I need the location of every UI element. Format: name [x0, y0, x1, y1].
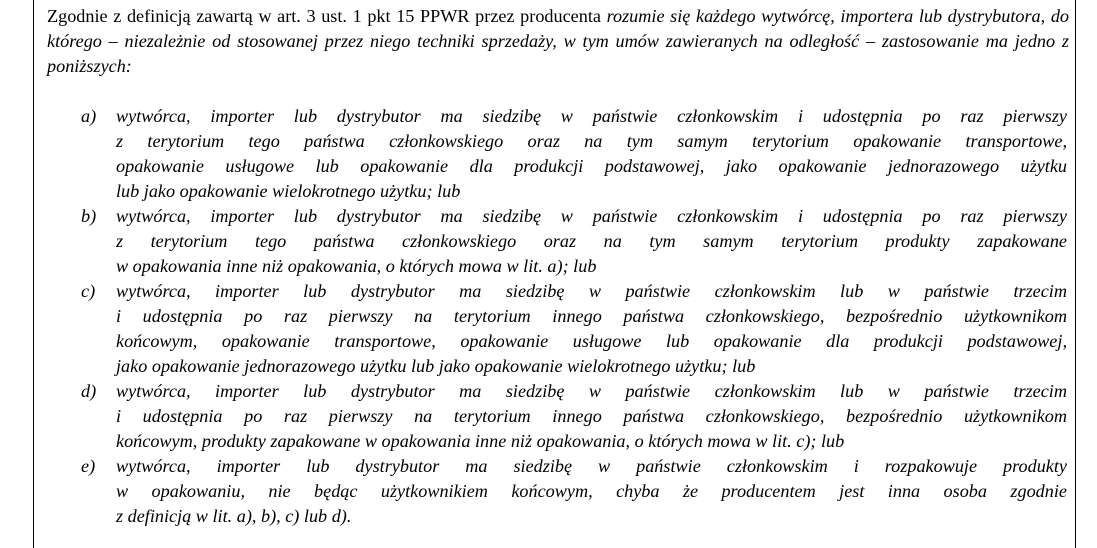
text-line: z definicją w lit. a), b), c) lub d). — [116, 506, 352, 526]
text-line: wytwórca, importer lub dystrybutor ma siedzibę w państwie członkowskim i udostępnia po raz pierwszy — [116, 206, 1067, 226]
text-line: końcowym, produkty zapakowane w opakowania inne niż opakowania, o których mowa w lit. c); lub — [116, 431, 845, 451]
text-line: i udostępnia po raz pierwszy na terytorium innego państwa członkowskiego, bezpośrednio użytkownikom — [116, 406, 1067, 426]
list-item — [0, 379, 1097, 454]
text-line: w opakowaniu, nie będąc użytkownikiem końcowym, chyba że producentem jest inna osoba zgodnie — [116, 481, 1067, 501]
list-marker: a) — [81, 106, 97, 126]
text-line: i udostępnia po raz pierwszy na terytorium innego państwa członkowskiego, bezpośrednio użytkownikom — [116, 306, 1067, 326]
intro-italic-text: rozumie się każdego wytwórcę, importera lub dystrybutora, do którego – niezależnie od stosowanej przez niego techniki sprzedaży, w tym umów zawieranych na odległość – zastosowanie ma jedno z poniższych: — [47, 6, 1070, 76]
text-line: z terytorium tego państwa członkowskiego oraz na tym samym terytorium produkty zapakowane — [116, 231, 1067, 251]
intro-plain-text: Zgodnie z definicją zawartą w art. 3 ust. 1 pkt 15 PPWR przez producenta — [47, 6, 607, 26]
text-line: końcowym, opakowanie transportowe, opakowanie usługowe lub opakowanie dla produkcji podstawowej, — [116, 331, 1067, 351]
text-line: lub jako opakowanie wielokrotnego użytku; lub — [116, 181, 461, 201]
list-item-text — [116, 204, 1067, 279]
list-item-text — [116, 279, 1067, 379]
intro-paragraph — [47, 4, 1069, 79]
text-line: wytwórca, importer lub dystrybutor ma siedzibę w państwie członkowskim lub w państwie trzecim — [116, 281, 1067, 301]
text-line: w opakowania inne niż opakowania, o których mowa w lit. a); lub — [116, 256, 597, 276]
list-marker: d) — [81, 381, 97, 401]
list-marker: b) — [81, 206, 97, 226]
text-line: opakowanie usługowe lub opakowanie dla produkcji podstawowej, jako opakowanie jednorazowego użytku — [116, 156, 1067, 176]
text-line: z terytorium tego państwa członkowskiego oraz na tym samym terytorium opakowanie transportowe, — [116, 131, 1067, 151]
list-item — [0, 454, 1097, 529]
list-item — [0, 104, 1097, 204]
text-line: wytwórca, importer lub dystrybutor ma siedzibę w państwie członkowskim i rozpakowuje produkty — [116, 456, 1067, 476]
list-item — [0, 204, 1097, 279]
list-marker: e) — [81, 456, 96, 476]
list-item-text — [116, 379, 1067, 454]
list-item-text — [116, 104, 1067, 204]
list-marker: c) — [81, 281, 96, 301]
list-item — [0, 279, 1097, 379]
definition-list — [0, 104, 1097, 529]
text-line: jako opakowanie jednorazowego użytku lub jako opakowanie wielokrotnego użytku; lub — [116, 356, 756, 376]
list-item-text — [116, 454, 1067, 529]
text-line: wytwórca, importer lub dystrybutor ma siedzibę w państwie członkowskim lub w państwie trzecim — [116, 381, 1067, 401]
text-line: wytwórca, importer lub dystrybutor ma siedzibę w państwie członkowskim i udostępnia po raz pierwszy — [116, 106, 1067, 126]
